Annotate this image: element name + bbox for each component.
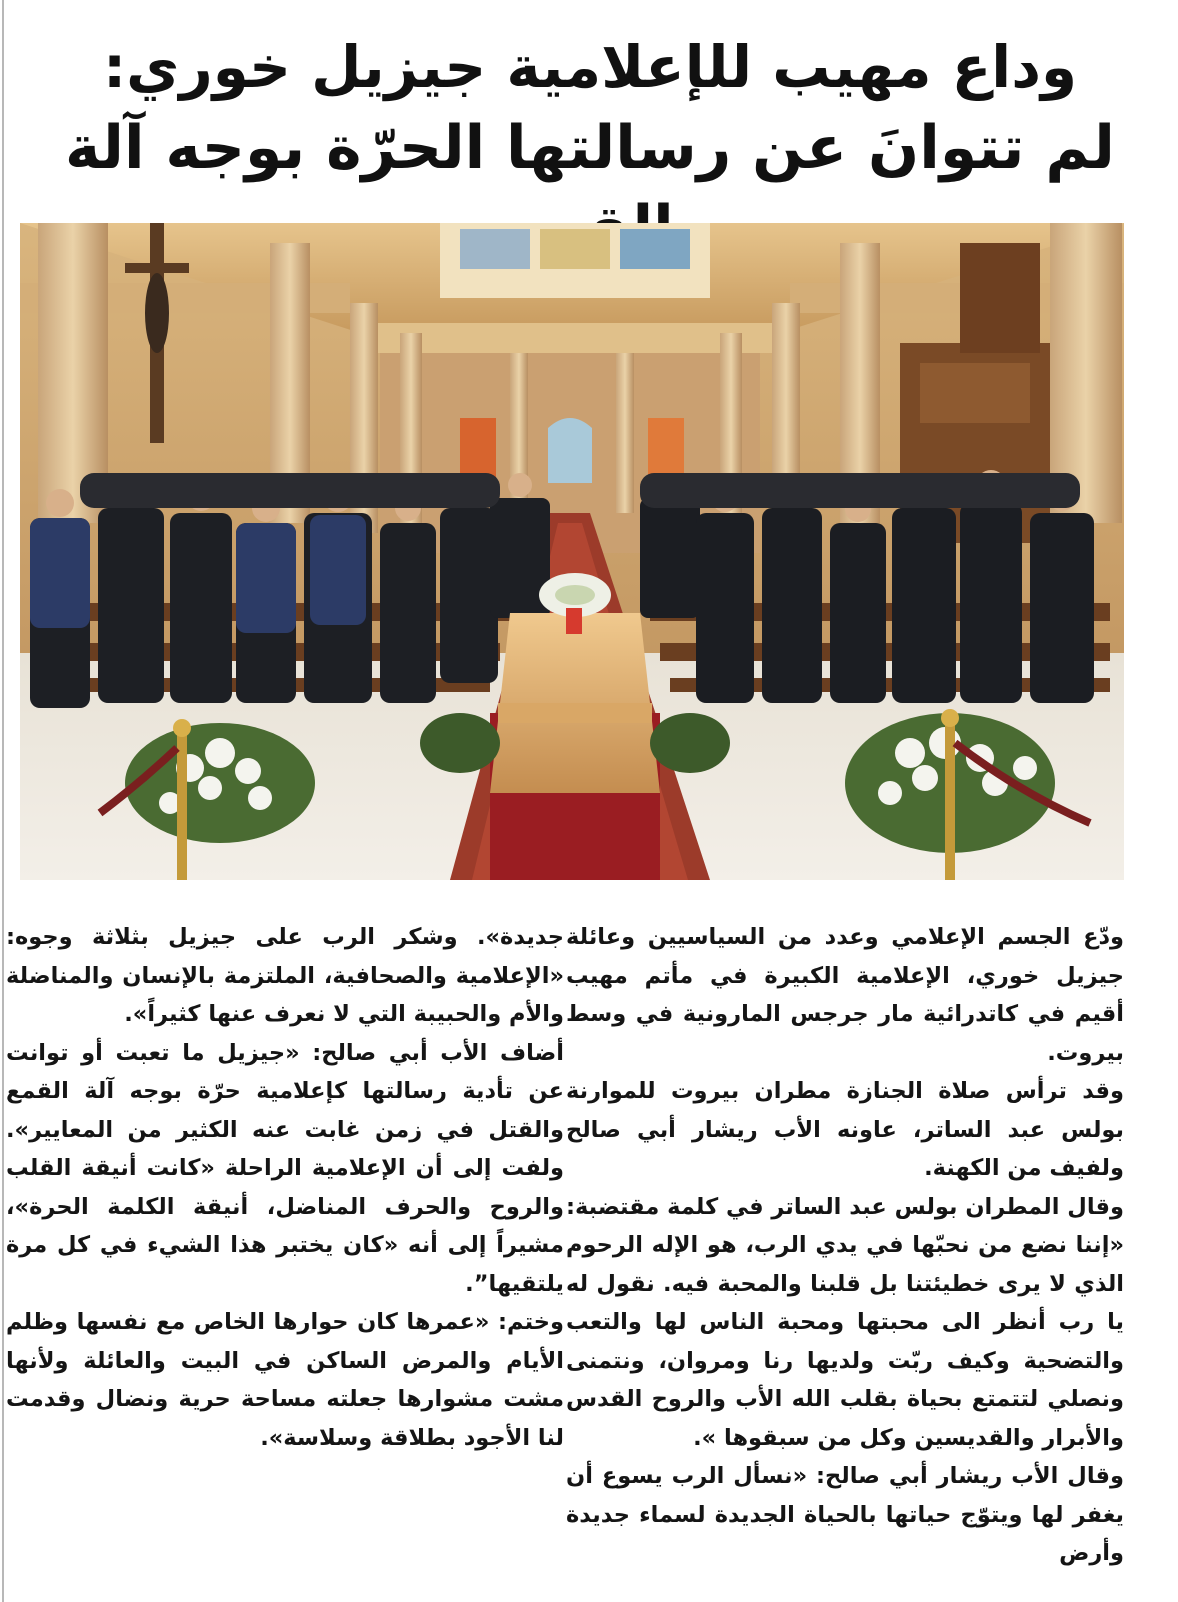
paragraph: وقال المطران بولس عبد الساتر في كلمة مقتضبة: «إننا نضع من نحبّها في يدي الرب، هو الإله الرحوم الذي لا يرى خطيئتنا بل قلبنا والمحبة فيه. نقول له يا رب أنظر الى محبتها ومحبة الناس لها والتعب والتضحية وكيف ربّت ولديها رنا ومروان، ونتمنى ونصلي لتتمتع بحياة بقلب الله الأب والروح القدس والأبرار والقديسين وكل من سبقوها ». (566, 1193, 1124, 1451)
paragraph: وقد ترأس صلاة الجنازة مطران بيروت للموارنة بولس عبد الساتر، عاونه الأب ريشار أبي صالح ولفيف من الكهنة. (566, 1078, 1124, 1181)
page-edge-rule (2, 0, 4, 1602)
article-column-right (566, 918, 1124, 1590)
headline-line-1: وداع مهيب للإعلامية جيزيل خوري: (102, 33, 1078, 101)
paragraph: ودّع الجسم الإعلامي وعدد من السياسيين وعائلة جيزيل خوري، الإعلامية الكبيرة في مأتم مهيب أقيم في كاتدرائية مار جرجس المارونية في وسط بيروت. (566, 924, 1124, 1066)
cathedral-funeral-photo (20, 223, 1124, 880)
paragraph: أضاف الأب أبي صالح: «جيزيل ما تعبت أو توانت عن تأدية رسالتها كإعلامية حرّة بوجه آلة القمع والقتل في زمن غابت عنه الكثير من المعايير». ولفت إلى أن الإعلامية الراحلة «كانت أنيقة القلب والروح والحرف المناضل، أنيقة الكلمة الحرة»، مشيراً إلى أنه «كان يختبر هذا الشيء في كل مرة يلتقيها”. (6, 1039, 564, 1297)
paragraph: وقال الأب ريشار أبي صالح: «نسأل الرب يسوع أن يغفر لها ويتوّج حياتها بالحياة الجديدة لسماء جديدة وأرض (566, 1463, 1124, 1566)
headline-line-2: لم تتوانَ عن رسالتها الحرّة بوجه آلة (65, 113, 1115, 183)
paragraph: جديدة». وشكر الرب على جيزيل بثلاثة وجوه: «الإعلامية والصحافية، الملتزمة بالإنسان والمناضلة والأم والحبيبة التي لا نعرف عنها كثيراً». (6, 924, 564, 1027)
article-column-left (6, 918, 564, 1590)
paragraph: وختم: «عمرها كان حوارها الخاص مع نفسها وظلم الأيام والمرض الساكن في البيت والعائلة ولأنها مشت مشوارها جعلته مساحة حرية ونضال وقدمت لنا الأجود بطلاقة وسلاسة». (6, 1309, 564, 1451)
